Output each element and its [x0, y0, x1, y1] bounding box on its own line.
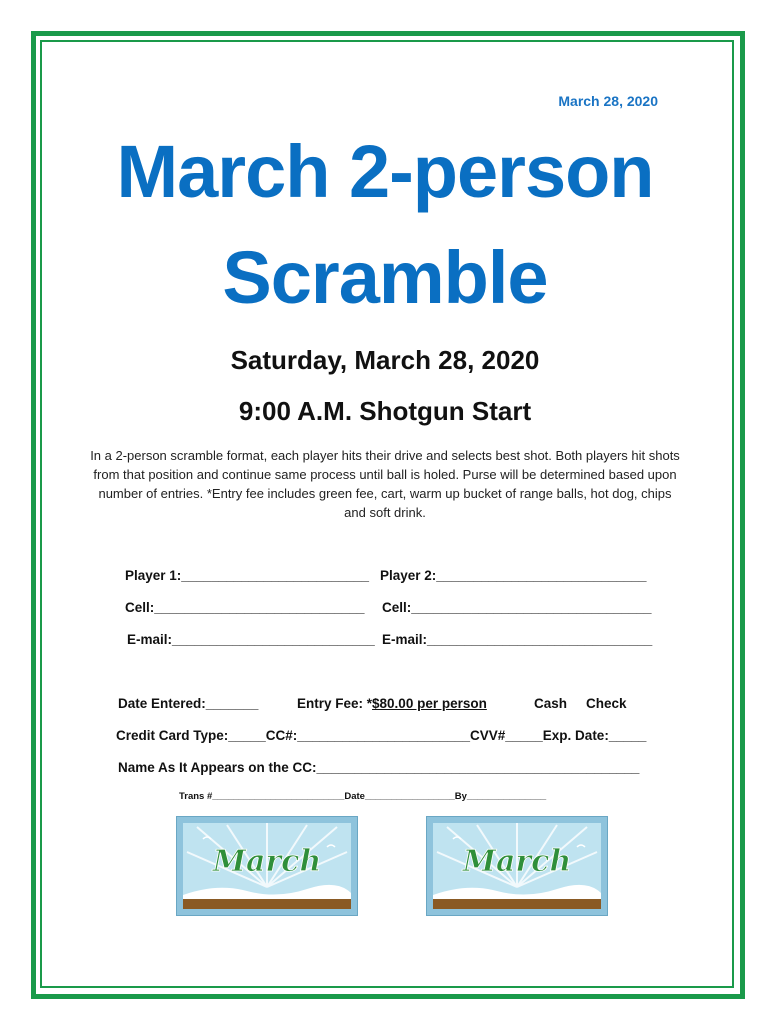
- title-line-1: March 2-person: [116, 130, 654, 213]
- cash-option[interactable]: Cash: [534, 696, 568, 711]
- entry-fee-value: $80.00 per person: [372, 696, 487, 711]
- start-time: 9:00 A.M. Shotgun Start: [238, 396, 532, 426]
- title-line-2: Scramble: [222, 236, 548, 319]
- date-entered-field[interactable]: Date Entered:_______: [118, 696, 259, 711]
- march-card-right: [426, 816, 608, 916]
- event-date: Saturday, March 28, 2020: [230, 345, 540, 375]
- player-1-field[interactable]: Player 1:_________________________: [125, 568, 369, 583]
- credit-card-line[interactable]: Credit Card Type:_____CC#:_______________________CVV#_____Exp. Date:_____: [116, 728, 647, 743]
- card-word: March: [212, 844, 322, 879]
- cell-1-field[interactable]: Cell:____________________________: [125, 600, 365, 615]
- march-card-left: [176, 816, 358, 916]
- email-2-field[interactable]: E-mail:______________________________: [382, 632, 653, 647]
- check-option[interactable]: Check: [586, 696, 627, 711]
- card-word: March: [462, 844, 572, 879]
- entry-fee-label: Entry Fee: *: [297, 696, 373, 711]
- office-use-line: Trans #_________________________Date_________________By_______________: [179, 791, 547, 802]
- email-1-field[interactable]: E-mail:___________________________: [127, 632, 375, 647]
- cell-2-field[interactable]: Cell:________________________________: [382, 600, 652, 615]
- entry-fee: [297, 696, 487, 711]
- player-2-field[interactable]: Player 2:____________________________: [380, 568, 647, 583]
- event-description: In a 2-person scramble format, each player hits their drive and selects best shot. Both players hit shots from that position and continue same process until ball is holed. Purse will be determined based upon number of entries. *Entry fee includes green fee, cart, warm up bucket of range balls, hot dog, chips and soft drink.: [90, 448, 680, 520]
- name-on-cc-field[interactable]: Name As It Appears on the CC:___________________________________________: [118, 760, 640, 775]
- header-date: March 28, 2020: [558, 93, 658, 109]
